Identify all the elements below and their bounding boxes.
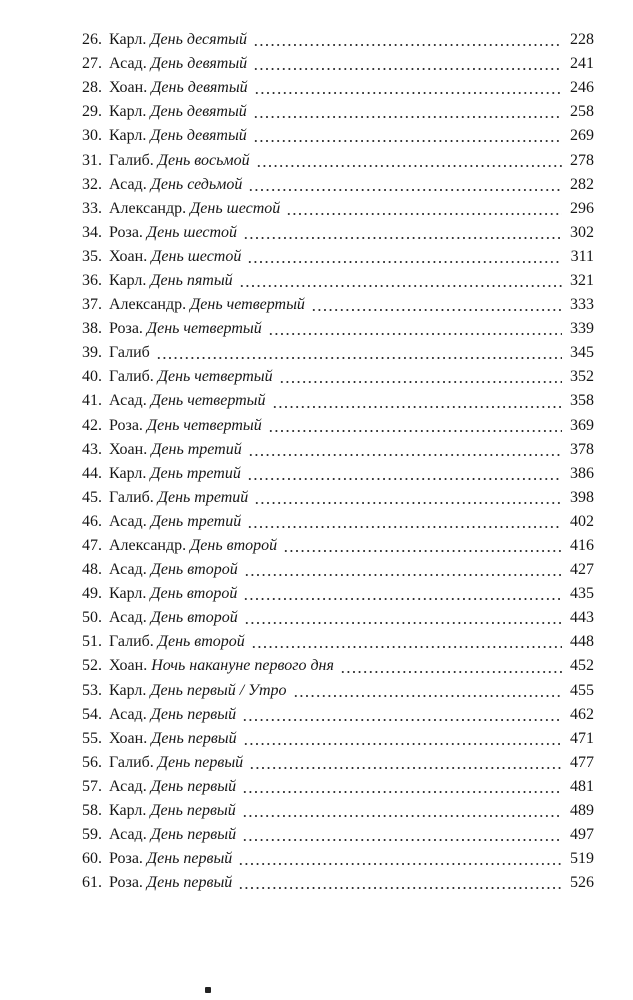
dot-leader <box>253 42 562 48</box>
page-number: 443 <box>570 609 594 627</box>
chapter-title: День второй <box>157 633 245 651</box>
page-number: 278 <box>570 151 594 169</box>
dot-leader <box>254 500 562 506</box>
toc-entry <box>82 245 594 269</box>
page-number: 427 <box>570 561 594 579</box>
chapter-number: 38. <box>82 320 102 338</box>
toc-entry <box>82 341 594 365</box>
dot-leader <box>243 235 562 241</box>
toc-entry <box>82 558 594 582</box>
toc-entry <box>82 486 594 510</box>
narrator-name: Асад. <box>109 55 147 73</box>
chapter-title: День девятый <box>151 79 248 97</box>
toc-entry <box>82 751 594 775</box>
toc-entry <box>82 823 594 847</box>
narrator-name: Галиб. <box>109 151 154 169</box>
chapter-title: День четвертый <box>146 416 262 434</box>
toc-entry <box>82 100 594 124</box>
table-of-contents <box>82 28 594 895</box>
chapter-number: 27. <box>82 55 102 73</box>
narrator-name: Галиб. <box>109 633 154 651</box>
page-number: 455 <box>570 681 594 699</box>
dot-leader <box>247 524 562 530</box>
chapter-number: 44. <box>82 464 102 482</box>
toc-entry <box>82 847 594 871</box>
toc-entry <box>82 510 594 534</box>
chapter-number: 50. <box>82 609 102 627</box>
chapter-title: День шестой <box>151 247 242 265</box>
chapter-number: 48. <box>82 561 102 579</box>
chapter-title: День третий <box>151 440 242 458</box>
toc-entry <box>82 654 594 678</box>
narrator-name: Асад. <box>109 512 147 530</box>
toc-entry <box>82 76 594 100</box>
chapter-number: 35. <box>82 247 102 265</box>
dot-leader <box>242 789 562 795</box>
toc-entry <box>82 727 594 751</box>
chapter-title: День первый <box>150 705 237 723</box>
chapter-title: День десятый <box>150 31 247 49</box>
toc-entry <box>82 173 594 197</box>
toc-entry <box>82 269 594 293</box>
narrator-name: Роза. <box>109 850 143 868</box>
chapter-title: День шестой <box>190 199 281 217</box>
chapter-number: 28. <box>82 79 102 97</box>
toc-entry <box>82 124 594 148</box>
toc-entry <box>82 799 594 823</box>
page-number: 471 <box>570 729 594 747</box>
page-number: 386 <box>570 464 594 482</box>
chapter-number: 42. <box>82 416 102 434</box>
chapter-number: 26. <box>82 31 102 49</box>
chapter-title: День девятый <box>150 55 248 73</box>
narrator-name: Галиб. <box>109 753 154 771</box>
chapter-title: День первый <box>157 753 244 771</box>
chapter-title: День девятый <box>150 103 247 121</box>
toc-entry <box>82 775 594 799</box>
chapter-number: 57. <box>82 777 102 795</box>
dot-leader <box>242 837 562 843</box>
dot-leader <box>283 548 562 554</box>
page-number: 477 <box>570 753 594 771</box>
chapter-number: 46. <box>82 512 102 530</box>
narrator-name: Роза. <box>109 320 143 338</box>
chapter-number: 58. <box>82 802 102 820</box>
chapter-number: 55. <box>82 729 102 747</box>
toc-entry <box>82 28 594 52</box>
dot-leader <box>340 669 562 675</box>
chapter-title: День первый <box>150 802 236 820</box>
narrator-name: Хоан. <box>109 440 148 458</box>
toc-entry <box>82 871 594 895</box>
dot-leader <box>239 283 562 289</box>
chapter-number: 43. <box>82 440 102 458</box>
narrator-name: Асад. <box>109 392 147 410</box>
narrator-name: Карл. <box>109 103 147 121</box>
printer-mark <box>205 987 211 993</box>
chapter-number: 47. <box>82 537 102 555</box>
chapter-number: 30. <box>82 127 102 145</box>
dot-leader <box>248 187 562 193</box>
toc-entry <box>82 679 594 703</box>
narrator-name: Асад. <box>109 561 147 579</box>
page-number: 402 <box>570 512 594 530</box>
page-number: 296 <box>570 199 594 217</box>
dot-leader <box>272 404 562 410</box>
page-number: 481 <box>570 777 594 795</box>
page-number: 241 <box>570 55 594 73</box>
narrator-name: Роза. <box>109 223 143 241</box>
chapter-title: День третий <box>150 464 241 482</box>
narrator-name: Галиб <box>109 344 150 362</box>
page-number: 519 <box>570 850 594 868</box>
chapter-title: День первый <box>150 777 237 795</box>
dot-leader <box>243 741 562 747</box>
narrator-name: Александр. <box>109 296 187 314</box>
page-number: 246 <box>570 79 594 97</box>
chapter-number: 56. <box>82 753 102 771</box>
dot-leader <box>243 596 562 602</box>
chapter-number: 37. <box>82 296 102 314</box>
dot-leader <box>286 211 562 217</box>
dot-leader <box>268 331 562 337</box>
toc-entry <box>82 52 594 76</box>
chapter-number: 39. <box>82 344 102 362</box>
page-number: 378 <box>570 440 594 458</box>
chapter-number: 51. <box>82 633 102 651</box>
narrator-name: Хоан. <box>109 247 148 265</box>
chapter-title: День пятый <box>150 271 233 289</box>
toc-entry <box>82 389 594 413</box>
chapter-title: День четвертый <box>157 368 273 386</box>
chapter-title: День четвертый <box>146 320 262 338</box>
page-number: 416 <box>570 537 594 555</box>
narrator-name: Асад. <box>109 175 147 193</box>
page-number: 452 <box>570 657 594 675</box>
toc-entry <box>82 148 594 172</box>
chapter-title: День первый / Утро <box>150 681 287 699</box>
chapter-title: День первый <box>146 850 233 868</box>
page-number: 489 <box>570 802 594 820</box>
dot-leader <box>244 572 562 578</box>
chapter-number: 53. <box>82 681 102 699</box>
dot-leader <box>244 620 562 626</box>
chapter-title: День второй <box>150 585 238 603</box>
chapter-number: 40. <box>82 368 102 386</box>
toc-entry <box>82 221 594 245</box>
toc-entry <box>82 438 594 462</box>
narrator-name: Асад. <box>109 777 147 795</box>
narrator-name: Карл. <box>109 127 147 145</box>
page-number: 526 <box>570 874 594 892</box>
toc-entry <box>82 317 594 341</box>
dot-leader <box>253 138 562 144</box>
dot-leader <box>256 163 562 169</box>
chapter-title: День первый <box>151 729 237 747</box>
narrator-name: Роза. <box>109 874 143 892</box>
toc-entry <box>82 197 594 221</box>
toc-entry <box>82 462 594 486</box>
dot-leader <box>279 379 562 385</box>
chapter-number: 61. <box>82 874 102 892</box>
chapter-title: День второй <box>190 537 278 555</box>
page-number: 269 <box>570 127 594 145</box>
page-number: 497 <box>570 826 594 844</box>
toc-entry <box>82 293 594 317</box>
chapter-number: 34. <box>82 223 102 241</box>
chapter-title: День второй <box>150 609 238 627</box>
narrator-name: Роза. <box>109 416 143 434</box>
narrator-name: Александр. <box>109 537 187 555</box>
narrator-name: Галиб. <box>109 488 154 506</box>
narrator-name: Асад. <box>109 826 147 844</box>
narrator-name: Хоан. <box>109 657 148 675</box>
dot-leader <box>293 693 563 699</box>
chapter-number: 32. <box>82 175 102 193</box>
dot-leader <box>242 717 562 723</box>
page-number: 311 <box>570 247 594 265</box>
chapter-number: 49. <box>82 585 102 603</box>
dot-leader <box>248 452 562 458</box>
toc-entry <box>82 606 594 630</box>
toc-entry <box>82 703 594 727</box>
chapter-number: 60. <box>82 850 102 868</box>
chapter-number: 41. <box>82 392 102 410</box>
chapter-title: День восьмой <box>157 151 250 169</box>
page-number: 333 <box>570 296 594 314</box>
narrator-name: Хоан. <box>109 79 148 97</box>
chapter-title: День третий <box>150 512 242 530</box>
dot-leader <box>311 307 562 313</box>
dot-leader <box>238 861 562 867</box>
chapter-title: Ночь накануне первого дня <box>151 657 334 675</box>
page-number: 435 <box>570 585 594 603</box>
chapter-title: День четвертый <box>190 296 305 314</box>
page-number: 258 <box>570 103 594 121</box>
dot-leader <box>242 813 562 819</box>
dot-leader <box>253 114 562 120</box>
chapter-title: День седьмой <box>150 175 243 193</box>
page-number: 352 <box>570 368 594 386</box>
chapter-title: День третий <box>157 488 249 506</box>
chapter-number: 29. <box>82 103 102 121</box>
dot-leader <box>251 644 562 650</box>
narrator-name: Карл. <box>109 585 147 603</box>
page-number: 228 <box>570 31 594 49</box>
toc-entry <box>82 534 594 558</box>
page-number: 282 <box>570 175 594 193</box>
page-number: 321 <box>570 271 594 289</box>
page-number: 398 <box>570 488 594 506</box>
page-number: 369 <box>570 416 594 434</box>
narrator-name: Карл. <box>109 271 147 289</box>
page-number: 462 <box>570 705 594 723</box>
toc-entry <box>82 582 594 606</box>
dot-leader <box>247 259 562 265</box>
chapter-number: 54. <box>82 705 102 723</box>
chapter-title: День первый <box>150 826 237 844</box>
chapter-title: День первый <box>146 874 233 892</box>
chapter-number: 33. <box>82 199 102 217</box>
page-number: 345 <box>570 344 594 362</box>
narrator-name: Александр. <box>109 199 187 217</box>
toc-entry <box>82 630 594 654</box>
narrator-name: Асад. <box>109 609 147 627</box>
narrator-name: Карл. <box>109 31 147 49</box>
narrator-name: Асад. <box>109 705 147 723</box>
dot-leader <box>247 476 562 482</box>
dot-leader <box>254 90 562 96</box>
page-number: 448 <box>570 633 594 651</box>
chapter-title: День четвертый <box>150 392 266 410</box>
toc-entry <box>82 365 594 389</box>
dot-leader <box>156 355 562 361</box>
narrator-name: Галиб. <box>109 368 154 386</box>
chapter-number: 45. <box>82 488 102 506</box>
dot-leader <box>249 765 562 771</box>
narrator-name: Карл. <box>109 802 147 820</box>
narrator-name: Карл. <box>109 681 147 699</box>
chapter-number: 36. <box>82 271 102 289</box>
chapter-title: День девятый <box>150 127 247 145</box>
toc-entry <box>82 414 594 438</box>
narrator-name: Хоан. <box>109 729 148 747</box>
page-number: 302 <box>570 223 594 241</box>
chapter-number: 52. <box>82 657 102 675</box>
dot-leader <box>238 885 562 891</box>
chapter-title: День шестой <box>146 223 238 241</box>
page-number: 339 <box>570 320 594 338</box>
dot-leader <box>268 428 562 434</box>
chapter-number: 31. <box>82 151 102 169</box>
chapter-title: День второй <box>150 561 238 579</box>
page-number: 358 <box>570 392 594 410</box>
dot-leader <box>253 66 562 72</box>
narrator-name: Карл. <box>109 464 147 482</box>
chapter-number: 59. <box>82 826 102 844</box>
